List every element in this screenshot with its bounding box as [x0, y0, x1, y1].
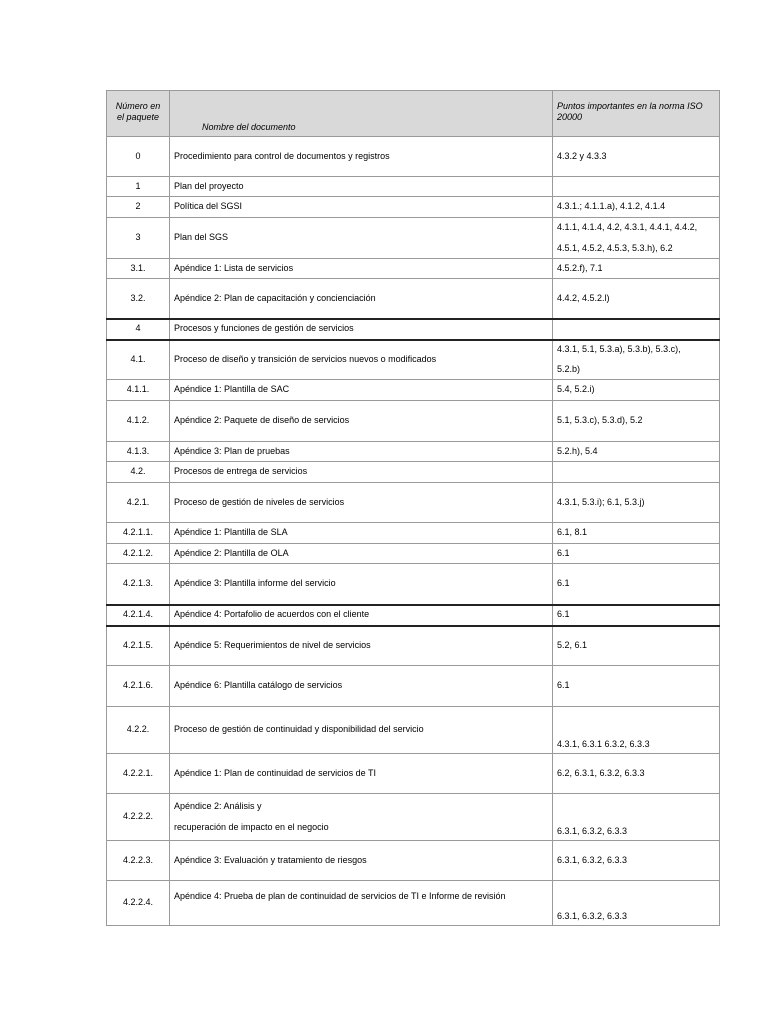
row-number: 4.2.2. — [107, 707, 170, 754]
row-document-name: Apéndice 2: Plan de capacitación y concienciación — [170, 279, 553, 319]
row-iso-points: 5.2.h), 5.4 — [553, 442, 720, 462]
row-number: 3 — [107, 218, 170, 259]
table-row — [107, 881, 720, 926]
row-iso-points: 4.4.2, 4.5.2.l) — [553, 279, 720, 319]
row-iso-points: 6.1 — [553, 544, 720, 564]
row-iso-points — [553, 319, 720, 340]
row-document-name-line-2: recuperación de impacto en el negocio — [174, 821, 329, 832]
row-number: 4.2.2.1. — [107, 754, 170, 794]
row-document-name: Apéndice 1: Plantilla de SLA — [170, 523, 553, 544]
row-number: 4.2.1.4. — [107, 605, 170, 626]
row-number: 0 — [107, 137, 170, 177]
row-document-name: Política del SGSI — [170, 197, 553, 218]
table-row — [107, 707, 720, 754]
row-number: 3.2. — [107, 279, 170, 319]
row-number: 4.2.2.4. — [107, 881, 170, 926]
row-document-name: Apéndice 1: Lista de servicios — [170, 259, 553, 279]
table-row — [107, 523, 720, 544]
row-iso-points: 5.1, 5.3.c), 5.3.d), 5.2 — [553, 401, 720, 442]
row-document-name: Apéndice 6: Plantilla catálogo de servicios — [170, 666, 553, 707]
row-document-name: Apéndice 3: Evaluación y tratamiento de riesgos — [170, 841, 553, 881]
row-iso-points-line-2: 5.2.b) — [557, 364, 581, 375]
row-iso-points: 4.3.2 y 4.3.3 — [553, 137, 720, 177]
header-document-name: Nombre del documento — [170, 91, 553, 137]
table-row — [107, 401, 720, 442]
row-iso-points: 6.1 — [553, 605, 720, 626]
row-number: 4.2.1.2. — [107, 544, 170, 564]
row-document-name: Procedimiento para control de documentos y registros — [170, 137, 553, 177]
row-document-name — [170, 794, 553, 841]
table-row — [107, 754, 720, 794]
row-number: 4.1. — [107, 340, 170, 380]
row-number: 4.2.2.3. — [107, 841, 170, 881]
row-iso-points — [553, 218, 720, 259]
row-iso-points-line-1: 4.3.1, 5.1, 5.3.a), 5.3.b), 5.3.c), — [557, 344, 681, 354]
row-document-name: Apéndice 1: Plan de continuidad de servicios de TI — [170, 754, 553, 794]
row-iso-points — [553, 462, 720, 483]
table-row — [107, 564, 720, 605]
row-iso-points: 6.3.1, 6.3.2, 6.3.3 — [553, 881, 720, 926]
table-row — [107, 666, 720, 707]
table-row — [107, 626, 720, 666]
row-number: 4.1.3. — [107, 442, 170, 462]
row-number: 2 — [107, 197, 170, 218]
documents-table — [106, 90, 720, 926]
row-document-name: Apéndice 2: Plantilla de OLA — [170, 544, 553, 564]
row-iso-points: 6.3.1, 6.3.2, 6.3.3 — [553, 841, 720, 881]
table-row — [107, 442, 720, 462]
table-row — [107, 380, 720, 401]
row-document-name: Proceso de gestión de niveles de servicios — [170, 483, 553, 523]
row-iso-points: 6.1 — [553, 564, 720, 605]
row-number: 3.1. — [107, 259, 170, 279]
row-document-name: Apéndice 3: Plan de pruebas — [170, 442, 553, 462]
table-row — [107, 841, 720, 881]
header-iso-points: Puntos importantes en la norma ISO 20000 — [553, 91, 720, 137]
row-document-name: Proceso de diseño y transición de servicios nuevos o modificados — [170, 340, 553, 380]
table-row — [107, 197, 720, 218]
row-document-name: Plan del SGS — [170, 218, 553, 259]
row-number: 1 — [107, 177, 170, 197]
table-row — [107, 137, 720, 177]
row-iso-points: 6.2, 6.3.1, 6.3.2, 6.3.3 — [553, 754, 720, 794]
table-row — [107, 605, 720, 626]
table-row — [107, 544, 720, 564]
row-document-name: Procesos y funciones de gestión de servicios — [170, 319, 553, 340]
row-iso-points: 4.3.1.; 4.1.1.a), 4.1.2, 4.1.4 — [553, 197, 720, 218]
table-row — [107, 462, 720, 483]
row-document-name: Apéndice 5: Requerimientos de nivel de servicios — [170, 626, 553, 666]
row-document-name: Apéndice 1: Plantilla de SAC — [170, 380, 553, 401]
row-iso-points: 6.1, 8.1 — [553, 523, 720, 544]
row-number: 4.2. — [107, 462, 170, 483]
row-document-name: Apéndice 3: Plantilla informe del servicio — [170, 564, 553, 605]
row-number: 4.2.1.3. — [107, 564, 170, 605]
row-document-name: Plan del proyecto — [170, 177, 553, 197]
row-number: 4.2.2.2. — [107, 794, 170, 841]
header-package-number: Número en el paquete — [107, 91, 170, 137]
table-row — [107, 177, 720, 197]
row-document-name-line-1: Apéndice 2: Análisis y — [174, 801, 262, 812]
row-iso-points: 6.3.1, 6.3.2, 6.3.3 — [553, 794, 720, 841]
row-iso-points: 4.5.2.f), 7.1 — [553, 259, 720, 279]
table-row — [107, 319, 720, 340]
table-row — [107, 279, 720, 319]
row-iso-points: 6.1 — [553, 666, 720, 707]
row-number: 4.1.2. — [107, 401, 170, 442]
row-iso-points-line-2: 4.5.1, 4.5.2, 4.5.3, 5.3.h), 6.2 — [557, 242, 673, 253]
row-document-name: Apéndice 4: Portafolio de acuerdos con el cliente — [170, 605, 553, 626]
row-number: 4.1.1. — [107, 380, 170, 401]
table-header-row — [107, 91, 720, 137]
table-row — [107, 340, 720, 380]
row-document-name: Proceso de gestión de continuidad y disponibilidad del servicio — [170, 707, 553, 754]
row-iso-points — [553, 340, 720, 380]
row-number: 4.2.1.1. — [107, 523, 170, 544]
row-iso-points — [553, 177, 720, 197]
row-iso-points: 5.2, 6.1 — [553, 626, 720, 666]
row-number: 4.2.1. — [107, 483, 170, 523]
row-number: 4.2.1.6. — [107, 666, 170, 707]
row-number: 4 — [107, 319, 170, 340]
row-iso-points: 4.3.1, 5.3.i); 6.1, 5.3.j) — [553, 483, 720, 523]
row-document-name: Apéndice 4: Prueba de plan de continuidad de servicios de TI e Informe de revisión — [170, 881, 553, 926]
row-document-name: Procesos de entrega de servicios — [170, 462, 553, 483]
table-row — [107, 794, 720, 841]
table-row — [107, 218, 720, 259]
row-iso-points: 5.4, 5.2.i) — [553, 380, 720, 401]
row-iso-points-line-1: 4.1.1, 4.1.4, 4.2, 4.3.1, 4.4.1, 4.4.2, — [557, 222, 698, 233]
row-iso-points: 4.3.1, 6.3.1 6.3.2, 6.3.3 — [553, 707, 720, 754]
row-number: 4.2.1.5. — [107, 626, 170, 666]
table-row — [107, 483, 720, 523]
table-row — [107, 259, 720, 279]
row-document-name: Apéndice 2: Paquete de diseño de servicios — [170, 401, 553, 442]
